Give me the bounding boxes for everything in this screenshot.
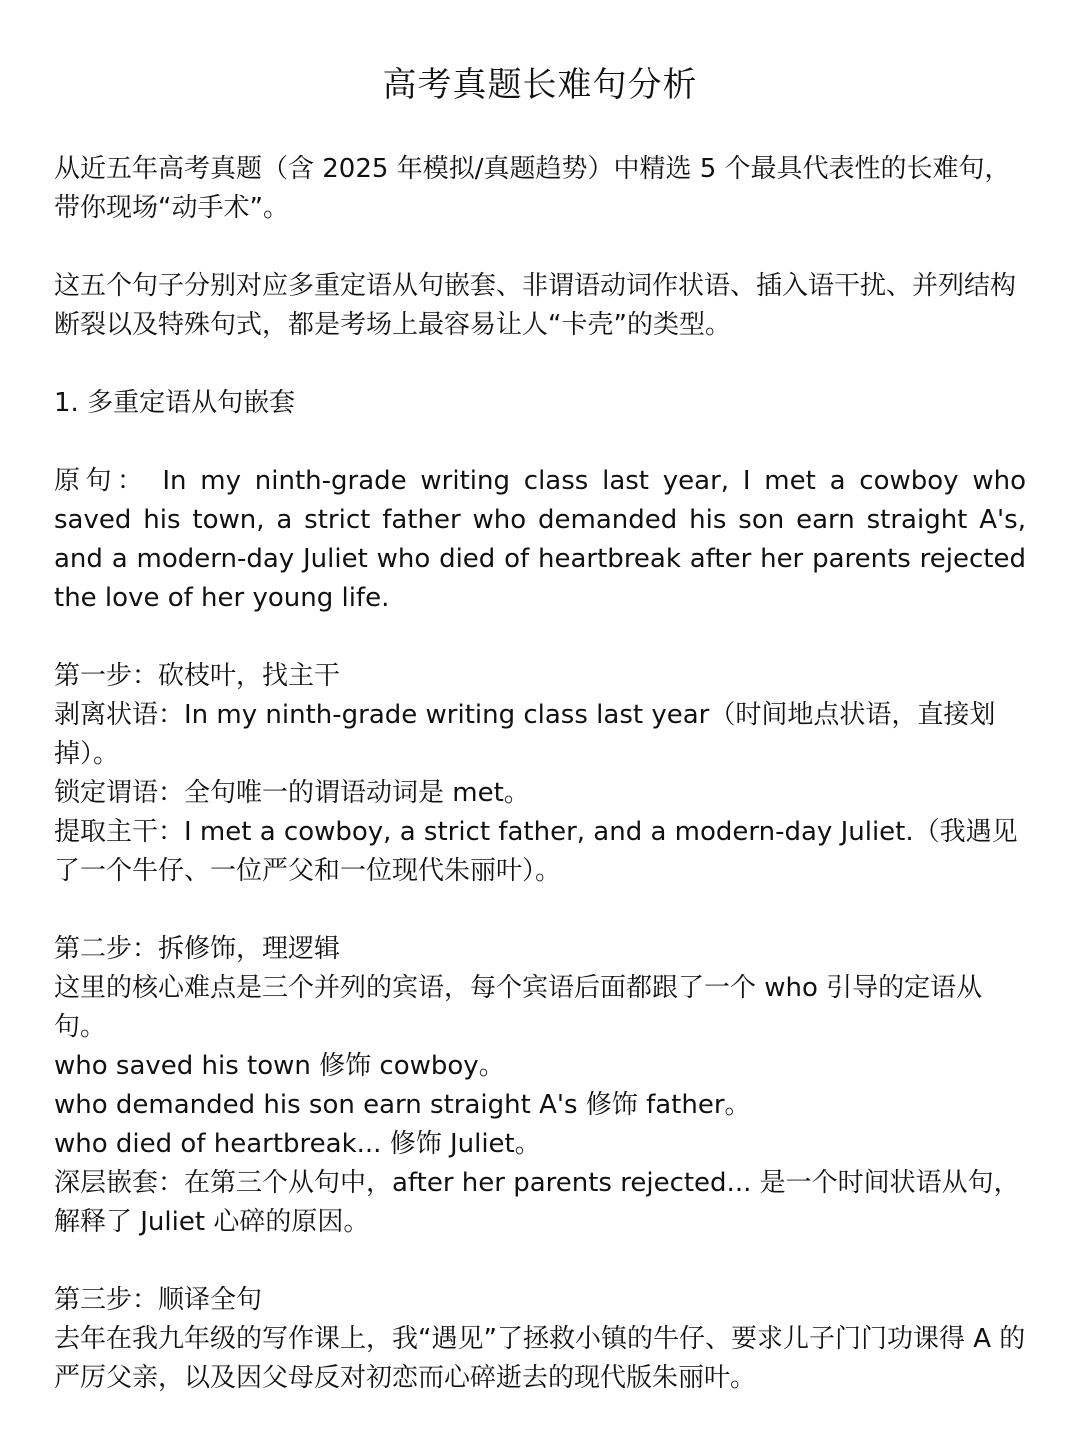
step1-line-extract-trunk: 提取主干：I met a cowboy, a strict father, and a modern-day Juliet.（我遇见了一个牛仔、一位严父和一位现代朱丽叶）。 [54,817,1018,886]
spacer [54,1242,1026,1281]
intro-paragraph-2: 这五个句子分别对应多重定语从句嵌套、非谓语动词作状语、插入语干扰、并列结构断裂以及特殊句式，都是考场上最容易让人“卡壳”的类型。 [54,271,1017,340]
spacer [54,891,1026,930]
spacer [54,228,1026,267]
step2-line-deep-nesting: 深层嵌套：在第三个从句中，after her parents rejected... 是一个时间状语从句，解释了 Juliet 心碎的原因。 [54,1168,1020,1237]
intro-paragraph-1: 从近五年高考真题（含 2025 年模拟/真题趋势）中精选 5 个最具代表性的长难句，带你现场“动手术”。 [54,154,1011,223]
step1-line-lock-predicate: 锁定谓语：全句唯一的谓语动词是 met。 [54,778,530,808]
step1-line-strip-adverbial: 剥离状语：In my ninth-grade writing class last year（时间地点状语，直接划掉）。 [54,700,996,769]
section-heading: 1. 多重定语从句嵌套 [54,388,296,418]
step2-line-clause-cowboy: who saved his town 修饰 cowboy。 [54,1051,505,1081]
step2-line-clause-juliet: who died of heartbreak... 修饰 Juliet。 [54,1129,541,1159]
page-title: 高考真题长难句分析 [382,65,698,105]
spacer [54,618,1026,657]
spacer [54,345,1026,384]
original-sentence: 原句： In my ninth-grade writing class last year, I met a cowboy who saved his town, a strict father who demanded his son earn straight A's, and a modern-day Juliet who died of heartbreak after her parents rejected the love of her young life. [54,466,1026,613]
step2-heading: 第二步：拆修饰，理逻辑 [54,934,341,964]
step1-heading: 第一步：砍枝叶，找主干 [54,661,341,691]
step3-translation: 去年在我九年级的写作课上，我“遇见”了拯救小镇的牛仔、要求儿子门门功课得 A 的严厉父亲，以及因父母反对初恋而心碎逝去的现代版朱丽叶。 [54,1324,1026,1393]
step2-line-clause-father: who demanded his son earn straight A's 修饰 father。 [54,1090,751,1120]
step3-heading: 第三步：顺译全句 [54,1285,263,1315]
article-body [54,150,1026,1398]
step2-line-core-difficulty: 这里的核心难点是三个并列的宾语，每个宾语后面都跟了一个 who 引导的定语从句。 [54,973,983,1042]
spacer [54,423,1026,462]
